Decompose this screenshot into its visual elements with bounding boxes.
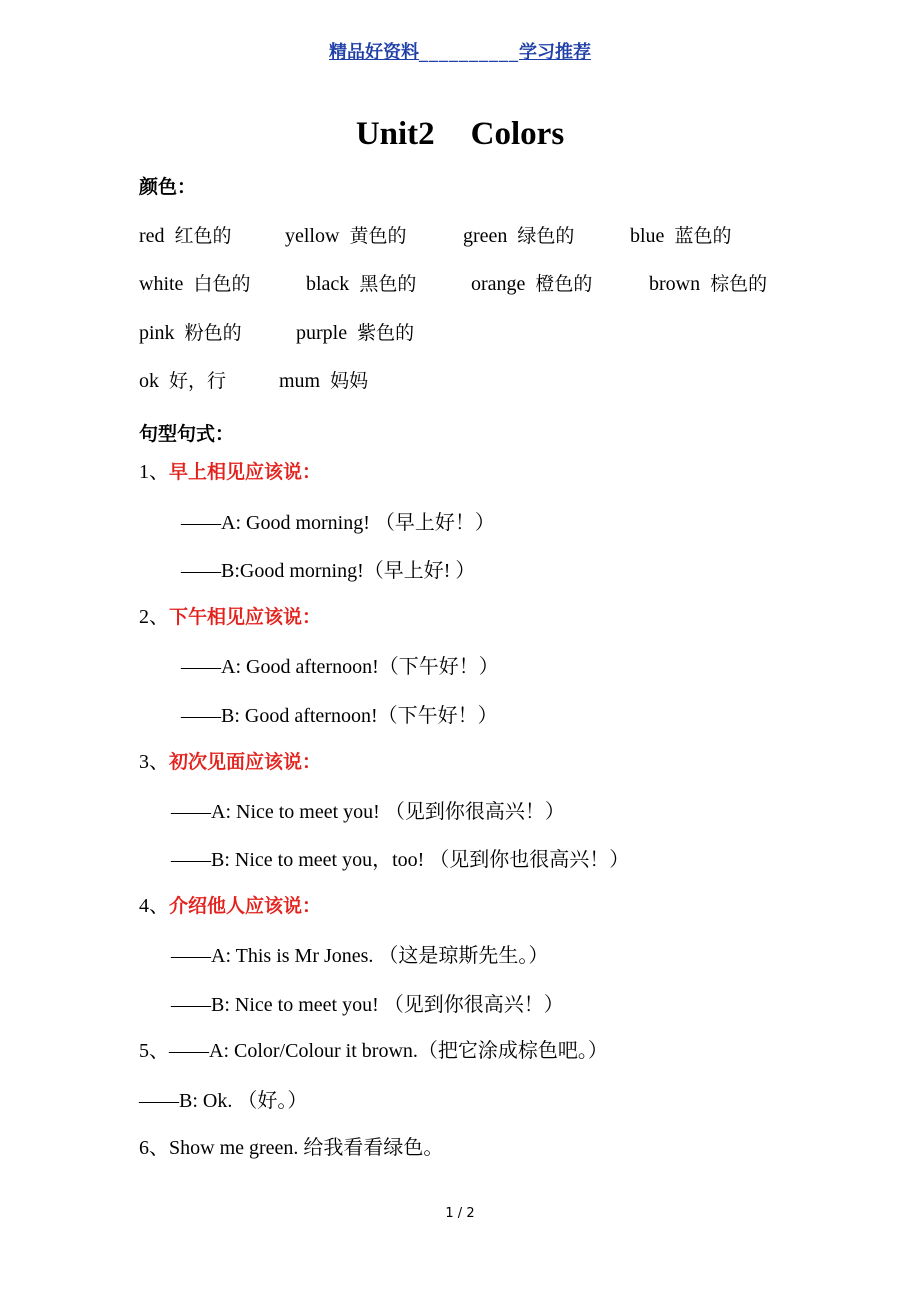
section-3-heading: [139, 752, 321, 772]
vocab-en: pink: [139, 322, 175, 344]
dialogue-line: ——B: Good afternoon!（下午好！）: [181, 705, 498, 727]
vocab-zh: 橙色的: [535, 273, 593, 295]
vocab-zh: 棕色的: [710, 273, 768, 295]
vocab-en: orange: [471, 273, 526, 295]
vocab-item: [296, 318, 414, 345]
vocab-zh: 蓝色的: [674, 225, 732, 247]
page-title: [0, 116, 920, 153]
section-number: 1、: [139, 461, 169, 483]
vocab-en: brown: [649, 273, 701, 295]
sentence-heading: 句型句式：: [139, 423, 235, 445]
vocab-en: yellow: [285, 225, 340, 247]
vocab-item: [139, 221, 232, 248]
title-topic: Colors: [470, 116, 565, 152]
vocab-zh: 黑色的: [359, 273, 417, 295]
vocab-item: [139, 366, 226, 393]
vocab-heading: 颜色：: [139, 176, 197, 198]
vocab-zh: 好，行: [169, 370, 227, 392]
header-right-text: 学习推荐: [519, 42, 591, 63]
page-number: 1 / 2: [445, 1206, 475, 1221]
vocab-en: mum: [279, 370, 321, 392]
vocab-item: [306, 269, 416, 296]
header-left-text: 精品好资料: [329, 42, 419, 63]
vocab-item: [279, 366, 368, 393]
vocab-en: purple: [296, 322, 348, 344]
section-number: 3、: [139, 751, 169, 773]
section-title: 早上相见应该说：: [169, 461, 322, 483]
vocab-item: [649, 269, 767, 296]
vocab-en: black: [306, 273, 350, 295]
section-1-heading: [139, 462, 321, 482]
dialogue-line: ——B: Nice to meet you，too! （见到你也很高兴！）: [171, 849, 630, 871]
vocab-zh: 绿色的: [517, 225, 575, 247]
header-dashes: __________: [419, 42, 519, 63]
section-title: 介绍他人应该说：: [169, 895, 322, 917]
vocab-item: [139, 318, 242, 345]
section-2-heading: [139, 607, 321, 627]
vocab-item: [285, 221, 406, 248]
dialogue-line: ——A: Good afternoon!（下午好！）: [181, 656, 499, 678]
title-unit: Unit2: [355, 116, 435, 152]
section-title: 下午相见应该说：: [169, 606, 322, 628]
vocab-en: ok: [139, 370, 159, 392]
vocab-en: red: [139, 225, 165, 247]
dialogue-line: ——B: Nice to meet you! （见到你很高兴！）: [171, 994, 564, 1016]
dialogue-line-5b: ——B: Ok. （好。）: [139, 1090, 308, 1112]
dialogue-line: ——A: This is Mr Jones. （这是琼斯先生。）: [171, 945, 549, 967]
vocab-zh: 白色的: [193, 273, 251, 295]
dialogue-line: ——A: Good morning! （早上好！）: [181, 512, 495, 534]
vocab-en: white: [139, 273, 184, 295]
vocab-item: [463, 221, 574, 248]
dialogue-line-6: 6、Show me green. 给我看看绿色。: [139, 1137, 444, 1159]
vocab-item: [630, 221, 731, 248]
dialogue-line-5a: 5、——A: Color/Colour it brown.（把它涂成棕色吧。）: [139, 1040, 608, 1062]
vocab-zh: 紫色的: [357, 322, 415, 344]
vocab-item: [139, 269, 250, 296]
vocab-zh: 妈妈: [330, 370, 369, 392]
vocab-item: [471, 269, 592, 296]
page-header: [0, 38, 920, 64]
vocab-zh: 黄色的: [349, 225, 407, 247]
vocab-en: blue: [630, 225, 665, 247]
vocab-zh: 粉色的: [184, 322, 242, 344]
section-4-heading: [139, 896, 321, 916]
dialogue-line: ——B:Good morning!（早上好! ）: [181, 560, 476, 582]
section-number: 2、: [139, 606, 169, 628]
vocab-zh: 红色的: [174, 225, 232, 247]
section-number: 4、: [139, 895, 169, 917]
vocab-en: green: [463, 225, 508, 247]
dialogue-line: ——A: Nice to meet you! （见到你很高兴！）: [171, 801, 565, 823]
section-title: 初次见面应该说：: [169, 751, 322, 773]
